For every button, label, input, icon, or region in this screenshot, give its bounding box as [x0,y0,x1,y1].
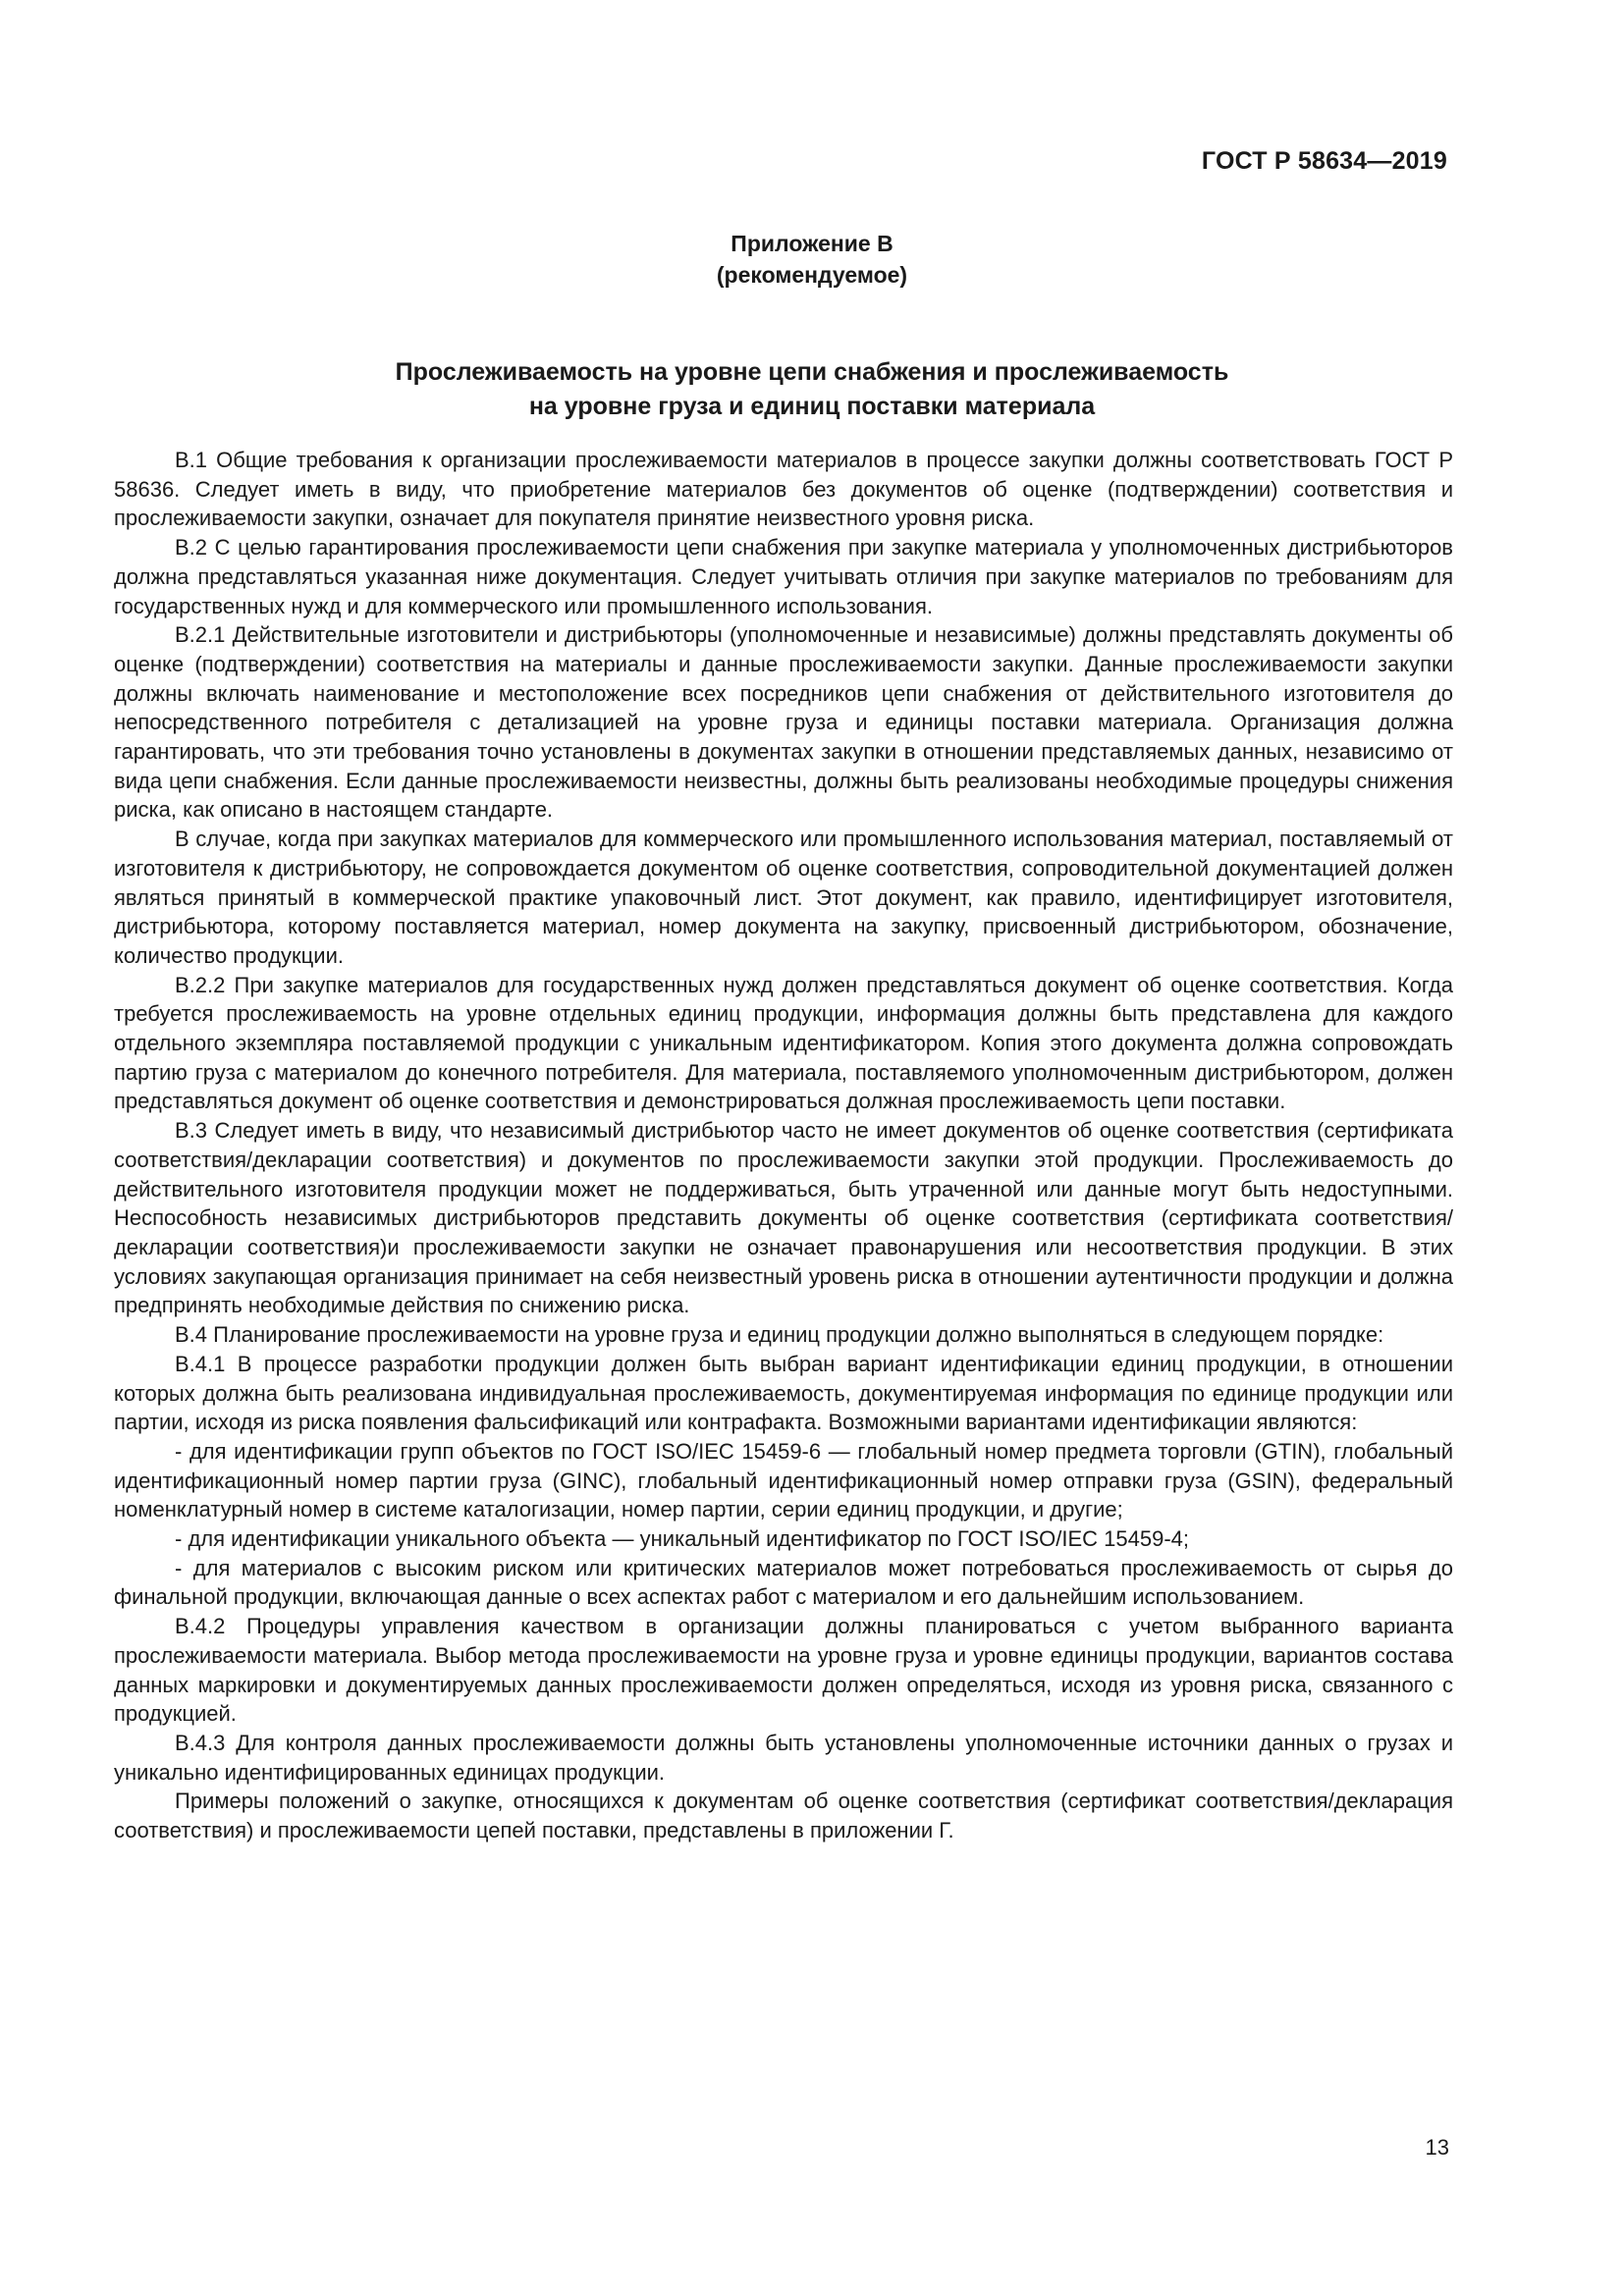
paragraph-b2-1-commercial: В случае, когда при закупках материалов для коммерческого или промышленного использования материал, поставляемый от изготовителя к дистрибьютору, не сопровождается документом об оценке соответствия, сопроводительной документацией должен являться принятый в коммерческой практике упаковочный лист. Этот документ, как правило, идентифицирует изготовителя, дистрибьютора, которому поставляется материал, номер документа на закупку, присвоенный дистрибьютором, обозначение, количество продукции. [114,827,1453,968]
paragraph-b4: В.4 Планирование прослеживаемости на уровне груза и единиц продукции должно выполняться в следующем порядке: [175,1322,1384,1348]
paragraph-b4-1: В.4.1 В процессе разработки продукции должен быть выбран вариант идентификации единиц продукции, в отношении которых должна быть реализована индивидуальная прослеживаемость, документируемая информация по единице продукции или партии, исходя из риска появления фальсификаций или контрафакта. Возможными вариантами идентификации являются: [114,1351,1453,1435]
page-number: 13 [1425,2135,1449,2160]
body-text [114,446,1453,1845]
list-item-unique-id: - для идентификации уникального объекта — уникальный идентификатор по ГОСТ ISO/IEC 15459-4; [175,1526,1190,1552]
list-item-high-risk: - для материалов с высоким риском или критических материалов может потребоваться прослеживаемость от сырья до финальной продукции, включающая данные о всех аспектах работ с материалом и его дальнейшим использованием. [114,1555,1453,1610]
section-title-line-2: на уровне груза и единиц поставки материала [528,393,1096,420]
paragraph-b3: В.3 Следует иметь в виду, что независимый дистрибьютор часто не имеет документов об оценке соответствия (сертификата соответствия/декларации соответствия) и документов по прослеживаемости закупки этой продукции. Прослеживаемость до действительного изготовителя продукции может не поддерживаться, быть утраченной или данные могут быть недоступными. Неспособность независимых дистрибьюторов представить документы об оценке соответствия (сертификата соответствия/декларации соответствия)и прослеживаемости закупки не означает правонарушения или несоответствия продукции. В этих условиях закупающая организация принимает на себя неизвестный уровень риска в отношении аутентичности продукции и должна предпринять необходимые действия по снижению риска. [114,1118,1453,1318]
paragraph-b2: В.2 С целью гарантирования прослеживаемости цепи снабжения при закупке материала у уполномоченных дистрибьюторов должна представляться указанная ниже документация. Следует учитывать отличия при закупке материалов по требованиям для государственных нужд и для коммерческого или промышленного использования. [114,535,1453,618]
paragraph-b1: В.1 Общие требования к организации прослеживаемости материалов в процессе закупки должны соответствовать ГОСТ Р 58636. Следует иметь в виду, что приобретение материалов без документов об оценке (подтверждении) соответствия и прослеживаемости закупки, означает для покупателя принятие неизвестного уровня риска. [114,448,1453,531]
section-title-line-1: Прослеживаемость на уровне цепи снабжения и прослеживаемость [395,358,1229,386]
paragraph-b4-3: В.4.3 Для контроля данных прослеживаемости должны быть установлены уполномоченные источники данных о грузах и уникально идентифицированных единицах продукции. [114,1730,1453,1785]
paragraph-b2-1: В.2.1 Действительные изготовители и дистрибьюторы (уполномоченные и независимые) должны представлять документы об оценке (подтверждении) соответствия на материалы и данные прослеживаемости закупки. Данные прослеживаемости закупки должны включать наименование и местоположение всех посредников цепи снабжения от действительного изготовителя до непосредственного потребителя с детализацией на уровне груза и единицы поставки материала. Организация должна гарантировать, что эти требования точно установлены в документах закупки в отношении представляемых данных, независимо от вида цепи снабжения. Если данные прослеживаемости неизвестны, должны быть реализованы необходимые процедуры снижения риска, как описано в настоящем стандарте. [114,622,1453,823]
paragraph-b2-2: В.2.2 При закупке материалов для государственных нужд должен представляться документ об оценке соответствия. Когда требуется прослеживаемость на уровне отдельных единиц продукции, информация должны быть представлена для каждого отдельного экземпляра поставляемой продукции с уникальным идентификатором. Копия этого документа должна сопровождать партию груза с материалом до конечного потребителя. Для материала, поставляемого уполномоченным дистрибьютором, должен представляться документ об оценке соответствия и демонстрироваться должная прослеживаемость цепи поставки. [114,972,1453,1114]
section-title [0,355,1624,424]
list-item-group-ids: - для идентификации групп объектов по ГОСТ ISO/IEC 15459-6 — глобальный номер предмета торговли (GTIN), глобальный идентификационный номер партии груза (GINC), глобальный идентификационный номер отправки груза (GSIN), федеральный номенклатурный номер в системе каталогизации, номер партии, серии единиц продукции, и другие; [114,1438,1453,1522]
appendix-label: Приложение В [731,231,893,256]
standard-code: ГОСТ Р 58634—2019 [1201,147,1447,175]
paragraph-b4-2: В.4.2 Процедуры управления качеством в организации должны планироваться с учетом выбранного варианта прослеживаемости материала. Выбор метода прослеживаемости на уровне груза и уровне единицы продукции, вариантов состава данных маркировки и документируемых данных прослеживаемости должен определяться, исходя из уровня риска, связанного с продукцией. [114,1614,1453,1727]
paragraph-examples: Примеры положений о закупке, относящихся к документам об оценке соответствия (сертификат соответствия/декларация соответствия) и прослеживаемости цепей поставки, представлены в приложении Г. [114,1789,1453,1843]
appendix-heading [0,228,1624,291]
appendix-status: (рекомендуемое) [716,262,908,288]
